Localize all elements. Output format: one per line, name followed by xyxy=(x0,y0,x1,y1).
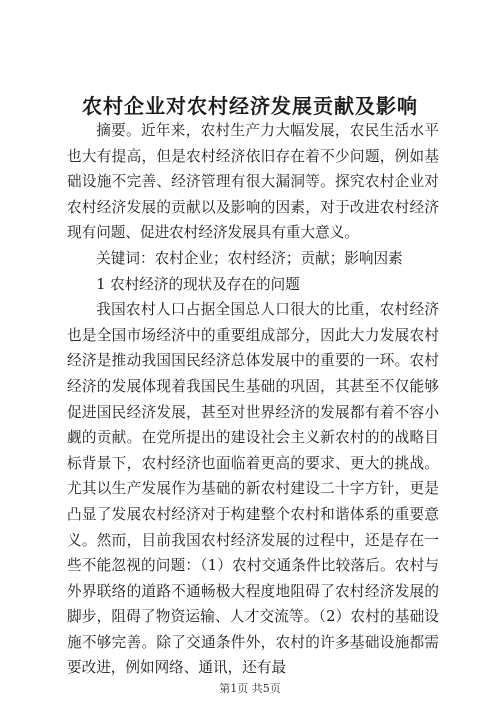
abstract-paragraph: 摘要。近年来，农村生产力大幅发展，农民生活水平也大有提高，但是农村经济依旧存在着不少问题，例如基础设施不完善、经济管理有很大漏洞等。探究农村企业对农村经济发展的贡献以及影响的因素，对于改进农村经济现有问题、促进农村经济发展具有重大意义。 xyxy=(67,122,439,242)
document-body xyxy=(67,118,439,681)
body-paragraph: 我国农村人口占据全国总人口很大的比重，农村经济也是全国市场经济中的重要组成部分，因此大力发展农村经济是推动我国国民经济总体发展中的重要的一环。农村经济的发展体现着我国民生基础的巩固，其甚至不仅能够促进国民经济发展，甚至对世界经济的发展都有着不容小觑的贡献。在党所提出的建设社会主义新农村的的战略目标背景下，农村经济也面临着更高的要求、更大的挑战。尤其以生产发展作为基础的新农村建设二十字方针，更是凸显了发展农村经济对于构建整个农村和谐体系的重要意义。然而，目前我国农村经济发展的过程中，还是存在一些不能忽视的问题：（1）农村交通条件比较落后。农村与外界联络的道路不通畅极大程度地阻碍了农村经济发展的脚步，阻碍了物资运输、人才交流等。（2）农村的基础设施不够完善。除了交通条件外，农村的许多基础设施都需要改进，例如网络、通讯，还有最 xyxy=(67,301,439,677)
keywords-paragraph: 关键词：农村企业；农村经济；贡献；影响因素 xyxy=(96,249,403,267)
document-title: 农村企业对农村经济发展贡献及影响 xyxy=(82,94,418,118)
section-heading: 1 农村经济的现状及存在的问题 xyxy=(96,275,300,293)
page-footer: 第1页 共5页 xyxy=(219,682,281,695)
